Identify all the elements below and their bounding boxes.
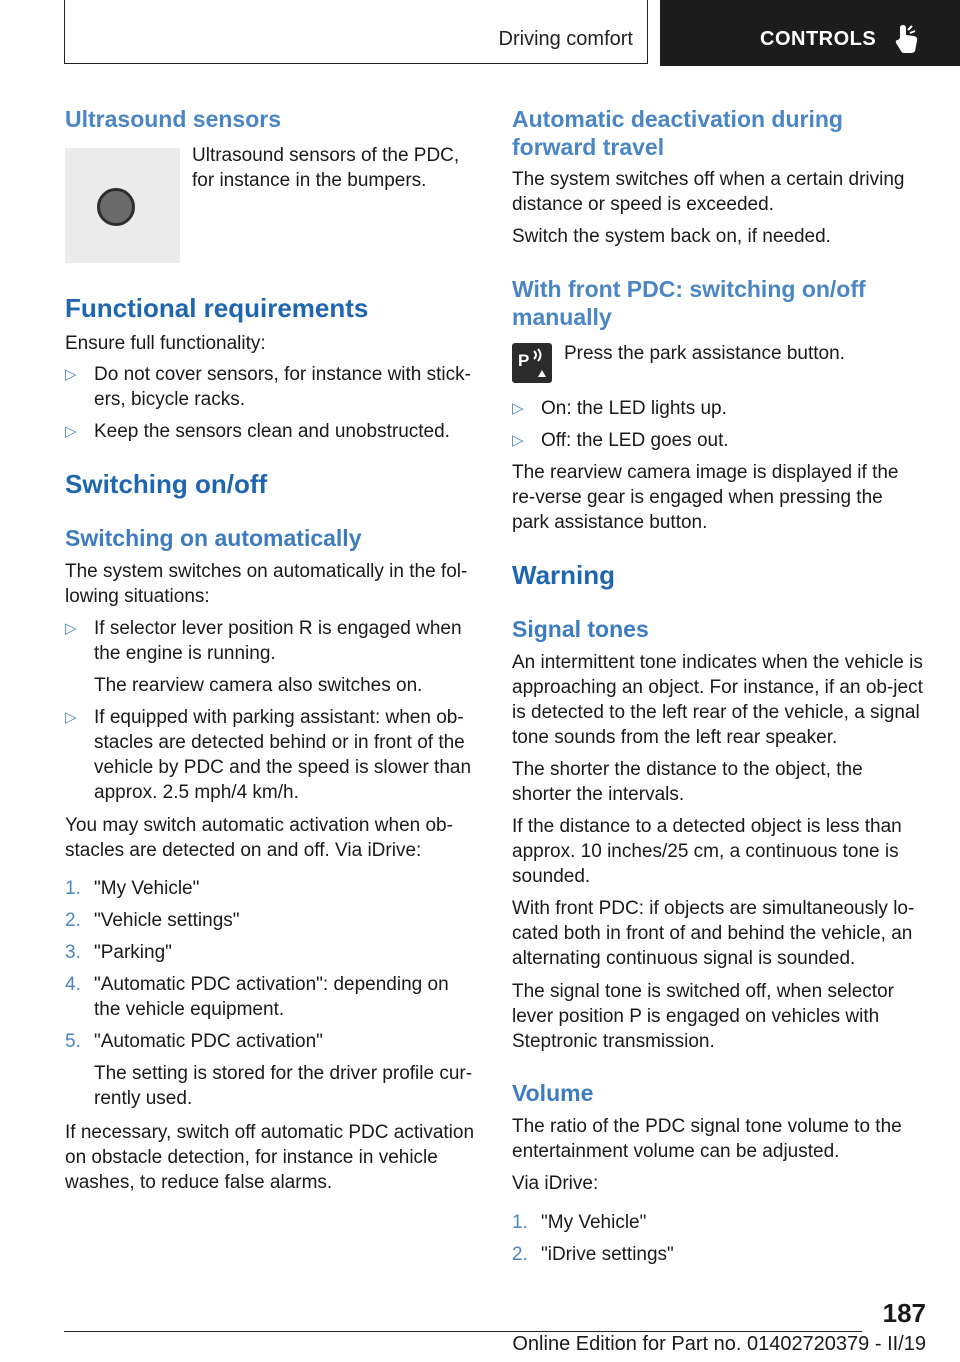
functional-intro: Ensure full functionality: <box>65 333 266 354</box>
page-header <box>64 0 960 66</box>
functional-list <box>65 362 477 444</box>
auto-intro: The system switches on automatically in the fol-lowing situations: <box>65 561 468 607</box>
front-pdc-heading: With front PDC: switching on/off manually <box>512 276 866 330</box>
signal-text-5: The signal tone is switched off, when selector lever position P is engaged on vehicles with Steptronic transmission. <box>512 981 894 1052</box>
list-item-note: The rearview camera also switches on. <box>94 675 423 696</box>
signal-text-3: If the distance to a detected object is less than approx. 10 inches/25 cm, a continuous tone is sounded. <box>512 816 902 887</box>
volume-steps <box>512 1210 924 1267</box>
sensor-icon <box>97 188 135 226</box>
list-item: 4. "Automatic PDC activation": depending on the vehicle equipment. <box>65 974 449 1020</box>
park-assistance-icon <box>512 343 552 383</box>
list-item: 2. "Vehicle settings" <box>65 910 240 931</box>
triangle-bullet-icon: ▷ <box>512 432 524 449</box>
signal-text-2: The shorter the distance to the object, the shorter the intervals. <box>512 759 863 805</box>
volume-idrive: Via iDrive: <box>512 1173 599 1194</box>
triangle-bullet-icon: ▷ <box>65 423 77 440</box>
triangle-bullet-icon: ▷ <box>65 709 77 726</box>
list-item: 2. "iDrive settings" <box>512 1244 674 1265</box>
svg-text:P: P <box>518 351 530 370</box>
pointing-hand-icon <box>894 24 920 54</box>
page-number: 187 <box>882 1298 926 1328</box>
list-item: ▷ Off: the LED goes out. <box>512 430 729 451</box>
list-item: ▷ Keep the sensors clean and unobstructed. <box>65 421 450 442</box>
warning-heading: Warning <box>512 560 616 590</box>
list-item-note: The setting is stored for the driver profile cur-rently used. <box>94 1063 473 1109</box>
list-item: ▷ If selector lever position R is engaged when the engine is running. The rearview camera also switches on. <box>65 616 477 698</box>
list-item: ▷ If equipped with parking assistant: when ob-stacles are detected behind or in front of the vehicle by PDC and the speed is slower than approx. 2.5 mph/4 km/h. <box>65 707 472 803</box>
final-text: If necessary, switch off automatic PDC activation on obstacle detection, for instance in vehicle washes, to reduce false alarms. <box>65 1122 475 1193</box>
rearview-text: The rearview camera image is displayed if the re-verse gear is engaged when pressing the park assistance button. <box>512 462 899 533</box>
signal-tones-heading: Signal tones <box>512 616 649 642</box>
auto-switch-text: You may switch automatic activation when ob-stacles are detected on and off. Via iDrive: <box>65 815 453 861</box>
front-pdc-text: Press the park assistance button. <box>564 343 845 364</box>
ultrasound-sensor-image <box>65 148 180 263</box>
list-item: ▷ Do not cover sensors, for instance with stick-ers, bicycle racks. <box>65 364 471 410</box>
ultrasound-heading: Ultrasound sensors <box>65 106 281 132</box>
volume-text: The ratio of the PDC signal tone volume to the entertainment volume can be adjusted. <box>512 1116 902 1162</box>
list-item: 3. "Parking" <box>65 942 172 963</box>
deactivation-text: The system switches off when a certain driving distance or speed is exceeded. <box>512 169 905 215</box>
auto-on-heading: Switching on automatically <box>65 525 362 551</box>
section-tab <box>64 0 648 64</box>
list-item: 5. "Automatic PDC activation" The setting is stored for the driver profile cur-rently used. <box>65 1029 477 1111</box>
ultrasound-text: Ultrasound sensors of the PDC, for instance in the bumpers. <box>192 145 460 191</box>
volume-heading: Volume <box>512 1080 594 1106</box>
triangle-bullet-icon: ▷ <box>65 366 77 383</box>
signal-text-1: An intermittent tone indicates when the vehicle is approaching an object. For instance, if an ob-ject is detected to the left rear of the vehicle, a signal tone sounds from the left rear speaker. <box>512 652 923 748</box>
switching-heading: Switching on/off <box>65 469 268 499</box>
signal-text-4: With front PDC: if objects are simultaneously lo-cated both in front of and behind the vehicle, an alternating continuous signal is sounded. <box>512 898 915 969</box>
idrive-steps <box>65 876 477 1111</box>
edition-text: Online Edition for Part no. 01402720379 - II/19 <box>512 1333 926 1355</box>
section-title: Driving comfort <box>498 28 633 50</box>
footer-divider <box>64 1331 862 1332</box>
list-item: 1. "My Vehicle" <box>65 878 200 899</box>
triangle-bullet-icon: ▷ <box>512 400 524 417</box>
list-item: ▷ On: the LED lights up. <box>512 398 727 419</box>
chapter-title: CONTROLS <box>760 28 877 50</box>
functional-requirements-heading: Functional requirements <box>65 293 369 323</box>
led-list <box>512 396 924 453</box>
chapter-tab <box>660 0 960 66</box>
list-item: 1. "My Vehicle" <box>512 1212 647 1233</box>
auto-list <box>65 616 477 805</box>
deactivation-text-2: Switch the system back on, if needed. <box>512 226 831 247</box>
triangle-bullet-icon: ▷ <box>65 620 77 637</box>
deactivation-heading: Automatic deactivation during forward travel <box>512 106 843 160</box>
